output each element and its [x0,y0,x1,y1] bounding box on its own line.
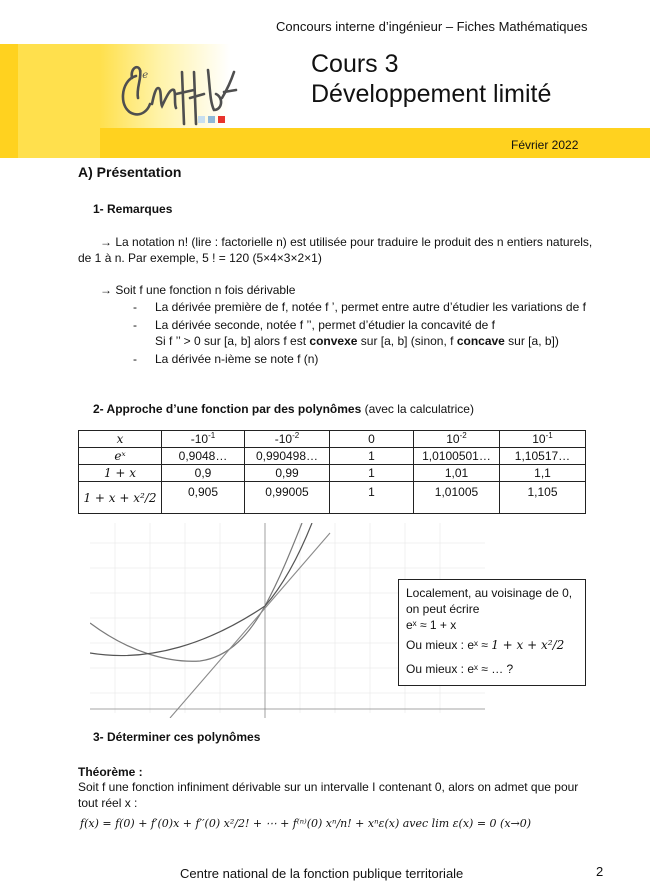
table-row [79,482,586,514]
table-cell: 0,9048… [162,448,245,465]
footer-text: Centre national de la fonction publique territoriale [180,866,464,881]
table-cell: 1,01 [414,465,500,482]
table-cell: 1 [330,448,414,465]
theorem-title: Théorème : [78,765,143,779]
table-row-label: 1 + x + x²/2 [79,482,162,514]
table-cell: 1,01005 [414,482,500,514]
table-header-cell: $10^{-1}$ [500,431,586,448]
table-cell: 1 [330,482,414,514]
info-box [398,579,586,686]
page-number: 2 [596,864,604,879]
course-title: Développement limité [311,80,552,108]
table-cell: 1,105 [500,482,586,514]
table-header-cell: $-10^{-1}$ [162,431,245,448]
table-cell: 1,0100501… [414,448,500,465]
header-date: Février 2022 [511,138,579,152]
cnfpt-logo [112,58,242,128]
table-cell: 0,99 [245,465,330,482]
table-cell: 0,99005 [245,482,330,514]
bullet-dash: - [133,352,137,366]
taylor-formula: f(x) = f(0) + f′(0)x + f′′(0) x²/2! + ⋯ + f⁽ⁿ⁾(0) xⁿ/n! + xⁿε(x) avec lim ε(x) = 0 (x→0) [80,817,532,830]
course-number: Cours 3 [311,50,399,78]
paragraph-derivable-intro: → Soit f une fonction n fois dérivable [100,283,296,297]
table-header-cell: 0 [330,431,414,448]
table-header-cell: $-10^{-2}$ [245,431,330,448]
bullet-dash: - [133,318,137,332]
info-box-line: Ou mieux : eˣ ≈ … ? [406,662,514,676]
info-box-line: Ou mieux : eˣ ≈ 1 + x + x²/2 [406,638,565,652]
paragraph-factorial-line1: → La notation n! (lire : factorielle n) est utilisée pour traduire le produit des n entiers naturels, [100,235,593,249]
bullet-second-derivative: La dérivée seconde, notée f ’’, permet d’étudier la concavité de f [155,318,495,332]
bullet-dash: - [133,300,137,314]
table-header-x: x [79,431,162,448]
info-box-line: on peut écrire [406,602,480,616]
table-cell: 0,9 [162,465,245,482]
table-cell: 0,990498… [245,448,330,465]
bullet-nth-derivative: La dérivée n-ième se note f (n) [155,352,319,366]
table-header-row [79,431,586,448]
theorem-line2: tout réel x : [78,796,138,810]
curve-parabola [90,523,302,661]
theorem-line1: Soit f une fonction infiniment dérivable sur un intervalle I contenant 0, alors on admet que pour [78,780,579,794]
table-row-label: 1 + x [79,465,162,482]
table-row-label: eˣ [79,448,162,465]
table-cell: 1,1 [500,465,586,482]
table-cell: 1,10517… [500,448,586,465]
table-row [79,448,586,465]
info-box-line: Localement, au voisinage de 0, [406,586,573,600]
table-cell: 1 [330,465,414,482]
header-band-left-inner [18,44,100,158]
section-title: A) Présentation [78,164,182,180]
table-header-cell: $10^{-2}$ [414,431,500,448]
header-top-text: Concours interne d’ingénieur – Fiches Mathématiques [276,19,588,34]
bullet-convexity-line: Si f ’’ > 0 sur [a, b] alors f est convexe sur [a, b] (sinon, f concave sur [a, b]) [155,334,559,348]
approximation-table [78,430,586,514]
info-box-line: eˣ ≈ 1 + x [406,618,457,632]
svg-text:le: le [139,70,149,81]
bullet-first-derivative: La dérivée première de f, notée f ’, permet entre autre d’étudier les variations de f [155,300,586,314]
paragraph-factorial-line2: de 1 à n. Par exemple, 5 ! = 120 (5×4×3×2×1) [78,251,322,265]
subsection-3-title: 3- Déterminer ces polynômes [93,730,261,744]
curve-tangent-line [170,533,330,718]
table-row [79,465,586,482]
subsection-2-title: 2- Approche d’une fonction par des polynômes (avec la calculatrice) [93,402,474,416]
subsection-1-title: 1- Remarques [93,202,173,216]
table-cell: 0,905 [162,482,245,514]
